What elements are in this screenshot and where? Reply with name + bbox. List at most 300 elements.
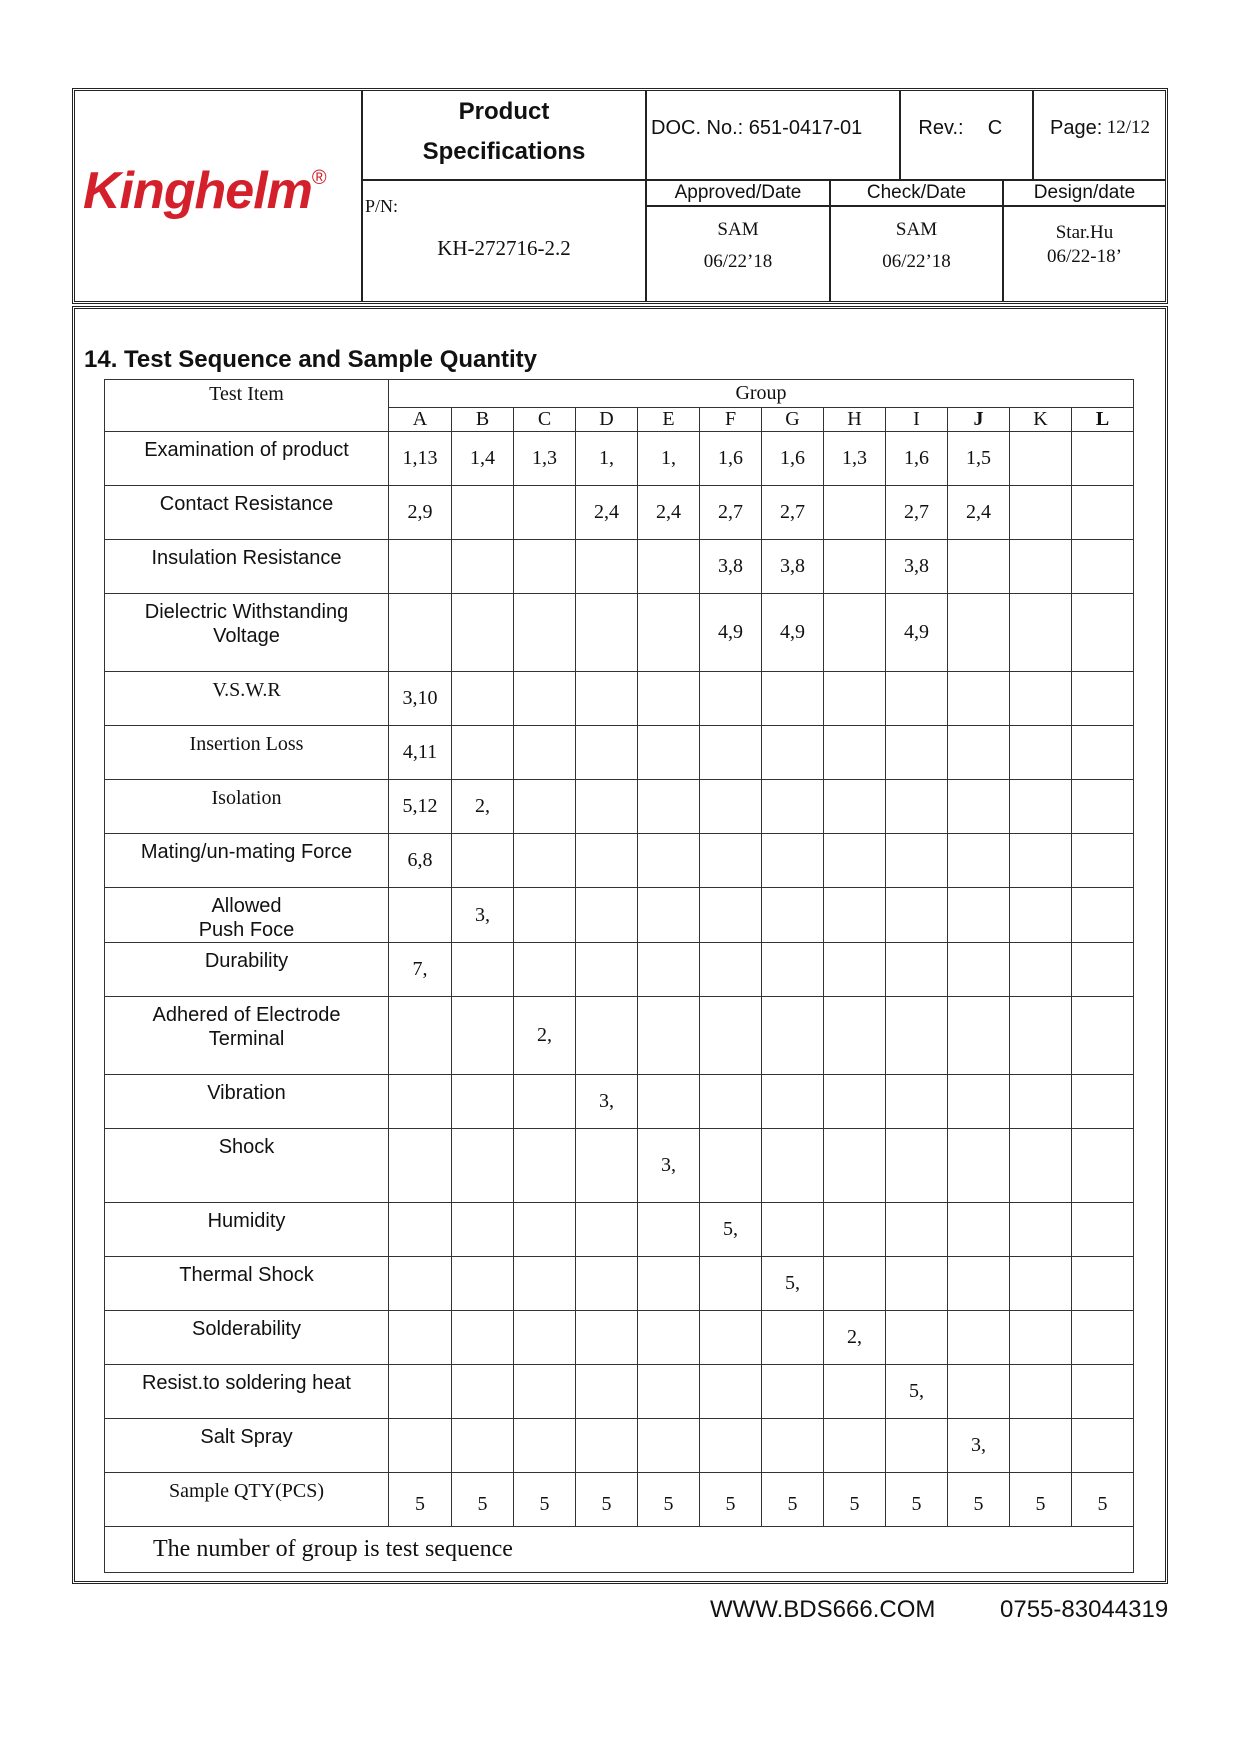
pn-label: P/N: xyxy=(365,195,399,216)
sequence-cell xyxy=(389,594,452,672)
sequence-cell: 5 xyxy=(452,1473,514,1527)
sequence-cell xyxy=(700,1365,762,1419)
sequence-cell: 3, xyxy=(948,1419,1010,1473)
sequence-cell xyxy=(514,1311,576,1365)
sequence-cell xyxy=(824,1257,886,1311)
sequence-cell xyxy=(514,594,576,672)
sequence-cell xyxy=(576,888,638,943)
sequence-cell: 1, xyxy=(576,432,638,486)
sequence-cell xyxy=(948,672,1010,726)
sequence-cell xyxy=(824,780,886,834)
sequence-cell: 2, xyxy=(824,1311,886,1365)
sequence-cell xyxy=(514,1257,576,1311)
sequence-cell xyxy=(638,780,700,834)
sequence-cell xyxy=(948,1365,1010,1419)
sequence-cell: 3,8 xyxy=(700,540,762,594)
sequence-cell xyxy=(1010,1365,1072,1419)
table-row xyxy=(105,1311,1134,1365)
footer-phone: 0755-83044319 xyxy=(1000,1596,1169,1623)
sequence-cell: 5, xyxy=(886,1365,948,1419)
sequence-cell xyxy=(389,888,452,943)
sequence-cell xyxy=(762,1311,824,1365)
sequence-cell xyxy=(1010,594,1072,672)
test-item-name: Insertion Loss xyxy=(105,726,389,780)
test-item-name: Vibration xyxy=(105,1075,389,1129)
sequence-cell xyxy=(700,780,762,834)
sequence-cell xyxy=(1072,1203,1134,1257)
sequence-cell xyxy=(452,943,514,997)
sequence-cell xyxy=(1072,888,1134,943)
sequence-cell xyxy=(700,726,762,780)
sequence-cell xyxy=(514,888,576,943)
test-item-name: Shock xyxy=(105,1129,389,1203)
sequence-cell xyxy=(638,997,700,1075)
rev-value: C xyxy=(987,116,1003,139)
sequence-cell xyxy=(389,1257,452,1311)
sequence-cell xyxy=(886,780,948,834)
table-row xyxy=(105,594,1134,672)
group-label: K xyxy=(1010,408,1072,432)
sequence-cell: 1,4 xyxy=(452,432,514,486)
sequence-cell xyxy=(700,888,762,943)
group-label: I xyxy=(886,408,948,432)
sequence-cell xyxy=(762,672,824,726)
sequence-cell xyxy=(700,672,762,726)
test-item-name: Salt Spray xyxy=(105,1419,389,1473)
sequence-cell xyxy=(576,1365,638,1419)
sequence-cell: 5 xyxy=(514,1473,576,1527)
table-row xyxy=(105,943,1134,997)
group-label: D xyxy=(576,408,638,432)
sequence-cell: 1,3 xyxy=(514,432,576,486)
sequence-cell xyxy=(514,1419,576,1473)
group-label: H xyxy=(824,408,886,432)
check-name: SAM xyxy=(895,219,938,240)
sequence-cell xyxy=(762,780,824,834)
sequence-cell xyxy=(576,1129,638,1203)
table-row xyxy=(105,1257,1134,1311)
sequence-cell xyxy=(824,997,886,1075)
sequence-cell xyxy=(948,1129,1010,1203)
sequence-cell xyxy=(1072,540,1134,594)
sequence-cell xyxy=(1072,1311,1134,1365)
sequence-cell xyxy=(389,1311,452,1365)
sequence-cell xyxy=(1010,834,1072,888)
sequence-cell xyxy=(1010,1311,1072,1365)
test-item-name: Durability xyxy=(105,943,389,997)
test-item-name: Thermal Shock xyxy=(105,1257,389,1311)
page-number: Page: 12/12 xyxy=(1050,116,1150,139)
sequence-cell xyxy=(886,726,948,780)
sequence-cell: 7, xyxy=(389,943,452,997)
sequence-cell xyxy=(1010,780,1072,834)
sequence-cell xyxy=(886,1075,948,1129)
sequence-cell: 2,4 xyxy=(638,486,700,540)
sequence-cell xyxy=(452,1129,514,1203)
sequence-cell xyxy=(576,834,638,888)
sequence-cell: 2,9 xyxy=(389,486,452,540)
sequence-cell xyxy=(948,1075,1010,1129)
table-row xyxy=(105,1075,1134,1129)
group-label: F xyxy=(700,408,762,432)
sequence-cell xyxy=(389,1203,452,1257)
sequence-cell xyxy=(514,726,576,780)
sequence-cell xyxy=(576,943,638,997)
sequence-cell: 3,8 xyxy=(886,540,948,594)
approved-date-label: Approved/Date xyxy=(674,181,802,203)
sequence-cell xyxy=(1010,943,1072,997)
sequence-cell xyxy=(824,540,886,594)
sequence-cell xyxy=(514,943,576,997)
sequence-cell xyxy=(948,594,1010,672)
sequence-cell xyxy=(762,997,824,1075)
sequence-cell: 4,9 xyxy=(700,594,762,672)
check-date: 06/22’18 xyxy=(882,251,951,272)
sequence-cell xyxy=(1010,540,1072,594)
table-row xyxy=(105,1473,1134,1527)
sequence-cell xyxy=(700,1075,762,1129)
footer-website: WWW.BDS666.COM xyxy=(710,1596,936,1623)
sequence-cell: 3, xyxy=(638,1129,700,1203)
table-row xyxy=(105,997,1134,1075)
sequence-cell xyxy=(514,672,576,726)
sequence-cell xyxy=(1072,486,1134,540)
doc-number: DOC. No.: 651-0417-01 xyxy=(651,116,863,139)
sequence-cell xyxy=(1072,726,1134,780)
group-label: E xyxy=(638,408,700,432)
table-row xyxy=(105,1365,1134,1419)
sequence-cell xyxy=(948,540,1010,594)
test-item-header: Test Item xyxy=(105,380,389,432)
design-name: Star.Hu xyxy=(1055,222,1114,243)
document-header xyxy=(72,88,1168,304)
sequence-cell xyxy=(576,672,638,726)
sequence-cell xyxy=(638,672,700,726)
test-item-name: Allowed Push Foce xyxy=(105,888,389,943)
sequence-cell xyxy=(700,1419,762,1473)
pn-value: KH-272716-2.2 xyxy=(437,235,571,260)
sequence-cell xyxy=(886,888,948,943)
design-date-label: Design/date xyxy=(1033,181,1136,203)
sequence-cell: 4,9 xyxy=(762,594,824,672)
sequence-cell xyxy=(576,1419,638,1473)
sequence-cell xyxy=(452,486,514,540)
sequence-cell xyxy=(1010,997,1072,1075)
kinghelm-logo: Kinghelm® xyxy=(83,162,326,220)
sequence-cell xyxy=(700,1311,762,1365)
design-date: 06/22-18’ xyxy=(1047,246,1122,267)
table-row xyxy=(105,1129,1134,1203)
test-item-name: Solderability xyxy=(105,1311,389,1365)
sequence-cell xyxy=(824,1075,886,1129)
sequence-cell xyxy=(824,1365,886,1419)
sequence-cell: 5 xyxy=(389,1473,452,1527)
sequence-cell xyxy=(389,1419,452,1473)
sequence-cell xyxy=(1010,1129,1072,1203)
test-item-name: Adhered of Electrode Terminal xyxy=(105,997,389,1075)
sequence-cell xyxy=(638,726,700,780)
sequence-cell xyxy=(762,1365,824,1419)
sequence-cell xyxy=(389,997,452,1075)
sequence-cell xyxy=(389,1365,452,1419)
sequence-cell xyxy=(576,1203,638,1257)
sequence-cell xyxy=(576,594,638,672)
sequence-cell xyxy=(452,672,514,726)
check-date-label: Check/Date xyxy=(866,181,967,203)
sequence-cell: 3,8 xyxy=(762,540,824,594)
sequence-cell xyxy=(452,1257,514,1311)
sequence-cell xyxy=(1072,997,1134,1075)
sequence-cell xyxy=(389,1129,452,1203)
sequence-cell xyxy=(638,1257,700,1311)
sequence-cell xyxy=(762,943,824,997)
sequence-cell xyxy=(514,780,576,834)
sequence-cell xyxy=(762,1129,824,1203)
sequence-cell xyxy=(638,1419,700,1473)
sequence-cell xyxy=(886,672,948,726)
sequence-cell xyxy=(1010,1075,1072,1129)
sequence-cell xyxy=(389,1075,452,1129)
sequence-cell xyxy=(638,594,700,672)
sequence-cell: 5 xyxy=(824,1473,886,1527)
sequence-cell xyxy=(948,780,1010,834)
product-title-line2: Specifications xyxy=(422,138,586,165)
sequence-cell xyxy=(824,1203,886,1257)
product-title-line1: Product xyxy=(458,98,550,125)
sequence-cell xyxy=(576,997,638,1075)
test-item-name: V.S.W.R xyxy=(105,672,389,726)
sequence-cell xyxy=(514,834,576,888)
sequence-cell xyxy=(452,1203,514,1257)
sequence-cell: 3, xyxy=(452,888,514,943)
table-row xyxy=(105,888,1134,943)
sequence-cell: 5, xyxy=(762,1257,824,1311)
approved-name: SAM xyxy=(717,219,759,240)
sequence-cell xyxy=(638,943,700,997)
sequence-cell xyxy=(1072,943,1134,997)
sequence-cell xyxy=(452,726,514,780)
sequence-cell xyxy=(1010,888,1072,943)
sequence-cell xyxy=(1072,1419,1134,1473)
sequence-cell xyxy=(948,997,1010,1075)
group-label: L xyxy=(1072,408,1134,432)
sequence-cell xyxy=(948,943,1010,997)
sequence-cell xyxy=(1010,1257,1072,1311)
sequence-cell xyxy=(1010,726,1072,780)
sequence-cell: 5 xyxy=(576,1473,638,1527)
sequence-cell xyxy=(638,834,700,888)
group-label: C xyxy=(514,408,576,432)
sequence-cell xyxy=(576,1257,638,1311)
sequence-cell xyxy=(886,1203,948,1257)
sequence-cell xyxy=(886,1257,948,1311)
sequence-cell: 5 xyxy=(700,1473,762,1527)
table-row xyxy=(105,726,1134,780)
test-item-name: Insulation Resistance xyxy=(105,540,389,594)
group-label: A xyxy=(389,408,452,432)
sequence-cell xyxy=(700,1257,762,1311)
sequence-cell xyxy=(948,888,1010,943)
test-item-name: Humidity xyxy=(105,1203,389,1257)
sequence-cell xyxy=(452,834,514,888)
sequence-cell xyxy=(948,1311,1010,1365)
sequence-cell: 6,8 xyxy=(389,834,452,888)
sequence-cell xyxy=(824,672,886,726)
sequence-cell: 5 xyxy=(762,1473,824,1527)
sequence-cell: 5 xyxy=(638,1473,700,1527)
sequence-cell xyxy=(824,486,886,540)
sequence-cell xyxy=(1072,1129,1134,1203)
rev-label: Rev.: xyxy=(918,116,964,139)
sequence-cell: 1,13 xyxy=(389,432,452,486)
sequence-cell xyxy=(762,1203,824,1257)
sequence-cell: 3,10 xyxy=(389,672,452,726)
group-label: B xyxy=(452,408,514,432)
sequence-cell xyxy=(886,997,948,1075)
sequence-cell xyxy=(452,1365,514,1419)
sequence-cell: 1, xyxy=(638,432,700,486)
table-row xyxy=(105,672,1134,726)
sequence-cell xyxy=(824,943,886,997)
sequence-cell xyxy=(514,1203,576,1257)
sequence-cell xyxy=(1010,432,1072,486)
sequence-cell xyxy=(452,1311,514,1365)
sequence-cell: 2,7 xyxy=(700,486,762,540)
sequence-cell xyxy=(452,1419,514,1473)
sequence-cell xyxy=(1072,780,1134,834)
sequence-cell xyxy=(700,943,762,997)
sequence-cell xyxy=(762,834,824,888)
test-item-name: Examination of product xyxy=(105,432,389,486)
sequence-cell xyxy=(514,486,576,540)
table-row xyxy=(105,540,1134,594)
test-item-name: Sample QTY(PCS) xyxy=(105,1473,389,1527)
sequence-cell xyxy=(638,888,700,943)
sequence-cell xyxy=(1072,672,1134,726)
sequence-cell: 1,5 xyxy=(948,432,1010,486)
sequence-cell: 5 xyxy=(1072,1473,1134,1527)
sequence-cell xyxy=(824,594,886,672)
sequence-cell xyxy=(886,1129,948,1203)
sequence-cell xyxy=(824,726,886,780)
sequence-cell xyxy=(824,888,886,943)
table-row xyxy=(105,1419,1134,1473)
sequence-cell: 2,7 xyxy=(762,486,824,540)
sequence-cell xyxy=(452,540,514,594)
test-item-name: Dielectric Withstanding Voltage xyxy=(105,594,389,672)
sequence-cell xyxy=(762,888,824,943)
sequence-cell xyxy=(514,1365,576,1419)
sequence-cell: 3, xyxy=(576,1075,638,1129)
sequence-cell: 5,12 xyxy=(389,780,452,834)
table-row xyxy=(105,1203,1134,1257)
sequence-cell xyxy=(576,540,638,594)
sequence-cell xyxy=(948,726,1010,780)
group-header: Group xyxy=(389,380,1134,408)
table-row xyxy=(105,780,1134,834)
sequence-cell: 2, xyxy=(514,997,576,1075)
sequence-cell: 5 xyxy=(948,1473,1010,1527)
sequence-cell xyxy=(638,1365,700,1419)
test-sequence-table xyxy=(104,379,1134,1573)
sequence-cell xyxy=(824,1129,886,1203)
sequence-cell xyxy=(1010,1203,1072,1257)
sequence-cell: 2,4 xyxy=(948,486,1010,540)
sequence-cell xyxy=(389,540,452,594)
sequence-cell xyxy=(1010,486,1072,540)
sequence-cell: 1,3 xyxy=(824,432,886,486)
sequence-cell xyxy=(576,1311,638,1365)
approved-date: 06/22’18 xyxy=(703,251,773,272)
table-row xyxy=(105,486,1134,540)
sequence-cell xyxy=(700,997,762,1075)
test-item-name: Isolation xyxy=(105,780,389,834)
sequence-cell xyxy=(638,1203,700,1257)
sequence-cell xyxy=(1010,1419,1072,1473)
test-item-name: Contact Resistance xyxy=(105,486,389,540)
sequence-cell: 4,9 xyxy=(886,594,948,672)
test-item-name: Mating/un-mating Force xyxy=(105,834,389,888)
sequence-cell xyxy=(886,1419,948,1473)
sequence-cell xyxy=(948,1203,1010,1257)
sequence-cell xyxy=(514,540,576,594)
sequence-cell xyxy=(886,943,948,997)
sequence-cell xyxy=(824,834,886,888)
sequence-cell: 5, xyxy=(700,1203,762,1257)
sequence-cell xyxy=(886,1311,948,1365)
group-label: G xyxy=(762,408,824,432)
sequence-cell xyxy=(1072,594,1134,672)
sequence-cell xyxy=(1072,834,1134,888)
sequence-cell xyxy=(762,1075,824,1129)
table-row xyxy=(105,432,1134,486)
sequence-cell xyxy=(638,540,700,594)
sequence-cell: 2, xyxy=(452,780,514,834)
sequence-cell: 5 xyxy=(886,1473,948,1527)
sequence-cell xyxy=(762,726,824,780)
sequence-cell xyxy=(824,1419,886,1473)
sequence-cell: 2,4 xyxy=(576,486,638,540)
sequence-cell: 1,6 xyxy=(762,432,824,486)
sequence-cell: 4,11 xyxy=(389,726,452,780)
table-row xyxy=(105,834,1134,888)
sequence-cell xyxy=(1072,1075,1134,1129)
sequence-cell xyxy=(514,1129,576,1203)
sequence-cell xyxy=(638,1075,700,1129)
sequence-cell: 1,6 xyxy=(886,432,948,486)
sequence-cell xyxy=(452,1075,514,1129)
sequence-cell xyxy=(452,997,514,1075)
section-title: 14. Test Sequence and Sample Quantity xyxy=(84,346,538,373)
sequence-cell xyxy=(1010,672,1072,726)
sequence-cell xyxy=(452,594,514,672)
table-note: The number of group is test sequence xyxy=(105,1527,1134,1573)
sequence-cell xyxy=(762,1419,824,1473)
sequence-cell xyxy=(700,1129,762,1203)
sequence-cell xyxy=(514,1075,576,1129)
sequence-cell xyxy=(948,1257,1010,1311)
sequence-cell xyxy=(1072,1365,1134,1419)
sequence-cell xyxy=(576,726,638,780)
sequence-cell xyxy=(576,780,638,834)
sequence-cell: 2,7 xyxy=(886,486,948,540)
sequence-cell xyxy=(1072,432,1134,486)
sequence-cell xyxy=(948,834,1010,888)
group-label: J xyxy=(948,408,1010,432)
sequence-cell: 1,6 xyxy=(700,432,762,486)
sequence-cell xyxy=(1072,1257,1134,1311)
sequence-cell xyxy=(700,834,762,888)
